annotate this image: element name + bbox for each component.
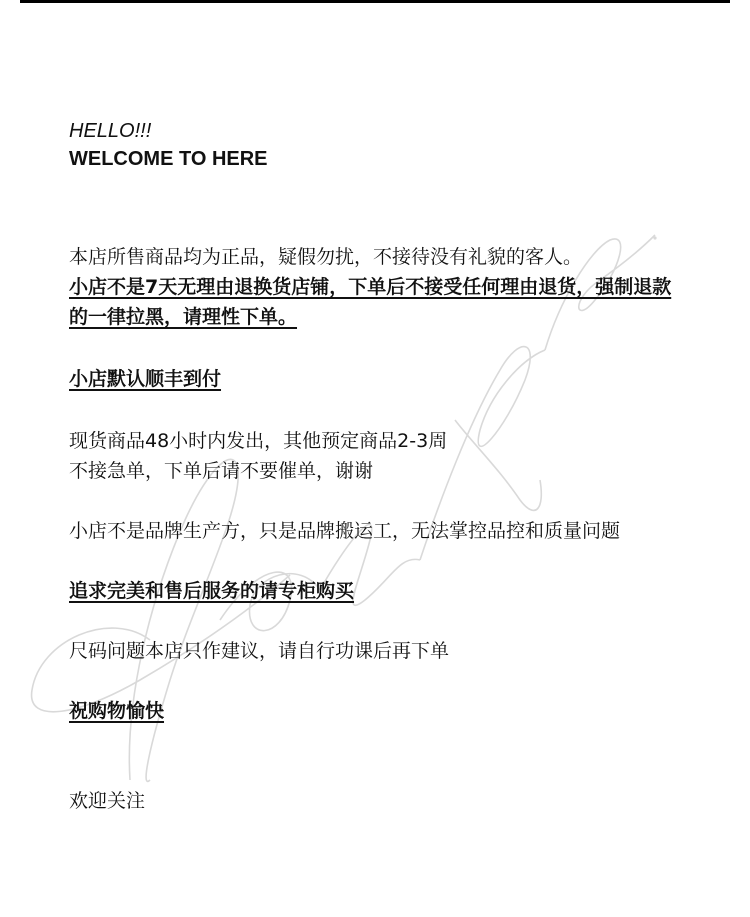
dispatch-time: 现货商品48小时内发出，其他预定商品2-3周: [69, 430, 448, 452]
shipping-default: 小店默认顺丰到付: [69, 368, 222, 390]
no-rush-orders: 不接急单，下单后请不要催单，谢谢: [69, 460, 374, 482]
no-return-policy: 小店不是7天无理由退换货店铺，下单后不接受任何理由退货，强制退款的一律拉黑，请理性下单。: [69, 276, 672, 328]
counter-purchase-notice: 追求完美和售后服务的请专柜购买: [69, 580, 355, 602]
welcome-heading: WELCOME TO HERE: [69, 148, 268, 170]
authentic-notice: 本店所售商品均为正品，疑假勿扰，不接待没有礼貌的客人。: [69, 246, 583, 268]
size-advice: 尺码问题本店只作建议，请自行功课后再下单: [69, 640, 450, 662]
shop-notice: [69, 118, 699, 816]
happy-shopping: 祝购物愉快: [69, 700, 165, 722]
follow-us: 欢迎关注: [69, 790, 146, 812]
not-manufacturer-notice: 小店不是品牌生产方，只是品牌搬运工，无法掌控品控和质量问题: [69, 520, 621, 542]
hello-greeting: HELLO!!!: [69, 120, 152, 142]
top-divider: [20, 0, 730, 3]
